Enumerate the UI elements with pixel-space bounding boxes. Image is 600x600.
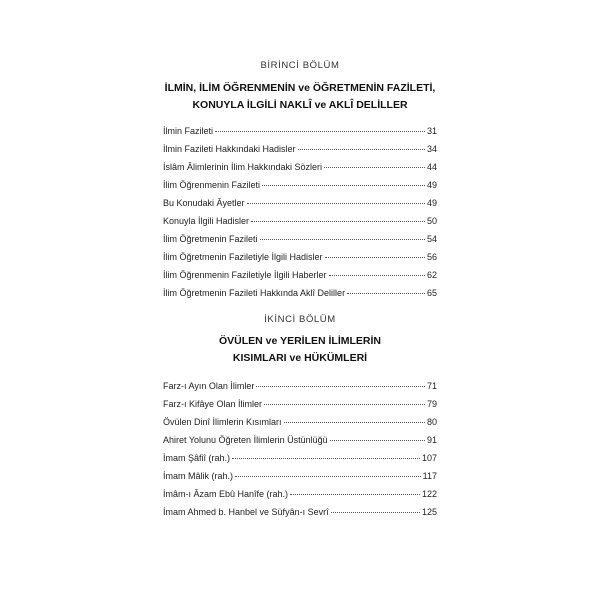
- leader-dots: [235, 476, 421, 477]
- toc-entry-title: İlim Öğrenmenin Fazileti: [163, 180, 261, 190]
- toc-entry-page: 79: [426, 399, 437, 409]
- toc-entry[interactable]: [163, 216, 437, 230]
- toc-entry-page: 56: [426, 252, 437, 262]
- toc-entry[interactable]: [163, 198, 437, 212]
- toc-entry-title: İlmin Fazileti: [163, 126, 214, 136]
- leader-dots: [329, 275, 425, 276]
- toc-entry[interactable]: [163, 453, 437, 467]
- toc-entry-title: İmam Ahmed b. Hanbel ve Süfyân-ı Sevrî: [163, 507, 329, 517]
- toc-entry-title: İmam Şâfiî (rah.): [163, 453, 231, 463]
- section-1-title: [0, 80, 600, 114]
- toc-entry-page: 117: [422, 471, 437, 481]
- section-2-title: [0, 333, 600, 367]
- toc-entry-title: Ahiret Yolunu Öğreten İlimlerin Üstünlüğü: [163, 435, 328, 445]
- leader-dots: [251, 221, 425, 222]
- toc-entry[interactable]: [163, 126, 437, 140]
- toc-entry-page: 122: [421, 489, 437, 499]
- leader-dots: [324, 167, 425, 168]
- toc-entry-page: 50: [426, 216, 437, 226]
- leader-dots: [264, 404, 425, 405]
- toc-entry-title: Konuyla İlgili Hadisler: [163, 216, 250, 226]
- toc-entry-page: 125: [421, 507, 437, 517]
- toc-entry[interactable]: [163, 471, 437, 485]
- toc-entry-title: Övülen Dinî İlimlerin Kısımları: [163, 417, 282, 427]
- toc-entry[interactable]: [163, 162, 437, 176]
- leader-dots: [347, 293, 425, 294]
- toc-entry-page: 49: [426, 198, 437, 208]
- toc-entry[interactable]: [163, 381, 437, 395]
- toc-entry[interactable]: [163, 252, 437, 266]
- section-1-title-line-2: KONUYLA İLGİLİ NAKLÎ ve AKLÎ DELİLLER: [192, 99, 408, 111]
- leader-dots: [260, 239, 425, 240]
- leader-dots: [232, 458, 420, 459]
- leader-dots: [247, 203, 425, 204]
- toc-entry[interactable]: [163, 288, 437, 302]
- toc-entry-title: İslâm Âlimlerinin İlim Hakkındaki Sözleri: [163, 162, 323, 172]
- toc-entry-title: İlim Öğrenmenin Faziletiyle İlgili Haberler: [163, 270, 327, 280]
- toc-entry-title: Farz-ı Kifâye Olan İlimler: [163, 399, 263, 409]
- toc-entry[interactable]: [163, 489, 437, 503]
- leader-dots: [284, 422, 425, 423]
- toc-entry-page: 80: [426, 417, 437, 427]
- toc-entry-title: İmam Mâlik (rah.): [163, 471, 234, 481]
- toc-entry-title: İlim Öğretmenin Fazileti: [163, 234, 258, 244]
- toc-entry-page: 91: [426, 435, 437, 445]
- leader-dots: [298, 149, 425, 150]
- leader-dots: [290, 494, 420, 495]
- toc-entry[interactable]: [163, 435, 437, 449]
- toc-entry-page: 34: [426, 144, 437, 154]
- toc-entry-title: İlim Öğretmenin Faziletiyle İlgili Hadisler: [163, 252, 323, 262]
- toc-entry[interactable]: [163, 180, 437, 194]
- toc-entry-page: 54: [426, 234, 437, 244]
- section-2-label: İKİNCİ BÖLÜM: [264, 314, 336, 325]
- toc-entry-page: 49: [426, 180, 437, 190]
- toc-entry-title: İmâm-ı Âzam Ebû Hanîfe (rah.): [163, 489, 289, 499]
- toc-entry-title: Bu Konudaki Âyetler: [163, 198, 245, 208]
- toc-entry[interactable]: [163, 234, 437, 248]
- toc-entry[interactable]: [163, 399, 437, 413]
- section-1-title-line-1: İLMİN, İLİM ÖĞRENMENİN ve ÖĞRETMENİN FAZİLETİ,: [164, 82, 436, 94]
- toc-entry-title: İlmin Fazileti Hakkındaki Hadisler: [163, 144, 296, 154]
- leader-dots: [215, 131, 425, 132]
- toc-entry[interactable]: [163, 417, 437, 431]
- toc-entry-page: 44: [426, 162, 437, 172]
- toc-entry-title: İlim Öğretmenin Fazileti Hakkında Aklî Deliller: [163, 288, 346, 298]
- toc-entry-page: 107: [421, 453, 437, 463]
- section-1-label: BİRİNCİ BÖLÜM: [260, 60, 340, 71]
- toc-entry-page: 71: [426, 381, 437, 391]
- leader-dots: [331, 512, 420, 513]
- leader-dots: [325, 257, 425, 258]
- toc-entry-page: 31: [426, 126, 437, 136]
- toc-entry-page: 65: [426, 288, 437, 298]
- leader-dots: [256, 386, 425, 387]
- section-2-title-line-1: ÖVÜLEN ve YERİLEN İLİMLERİN: [219, 335, 381, 347]
- leader-dots: [262, 185, 425, 186]
- section-2-title-line-2: KISIMLARI ve HÜKÜMLERİ: [232, 352, 368, 364]
- toc-entry-page: 62: [426, 270, 437, 280]
- toc-entry-title: Farz-ı Ayın Olan İlimler: [163, 381, 255, 391]
- leader-dots: [330, 440, 425, 441]
- toc-entry[interactable]: [163, 507, 437, 521]
- toc-entry[interactable]: [163, 270, 437, 284]
- toc-entry[interactable]: [163, 144, 437, 158]
